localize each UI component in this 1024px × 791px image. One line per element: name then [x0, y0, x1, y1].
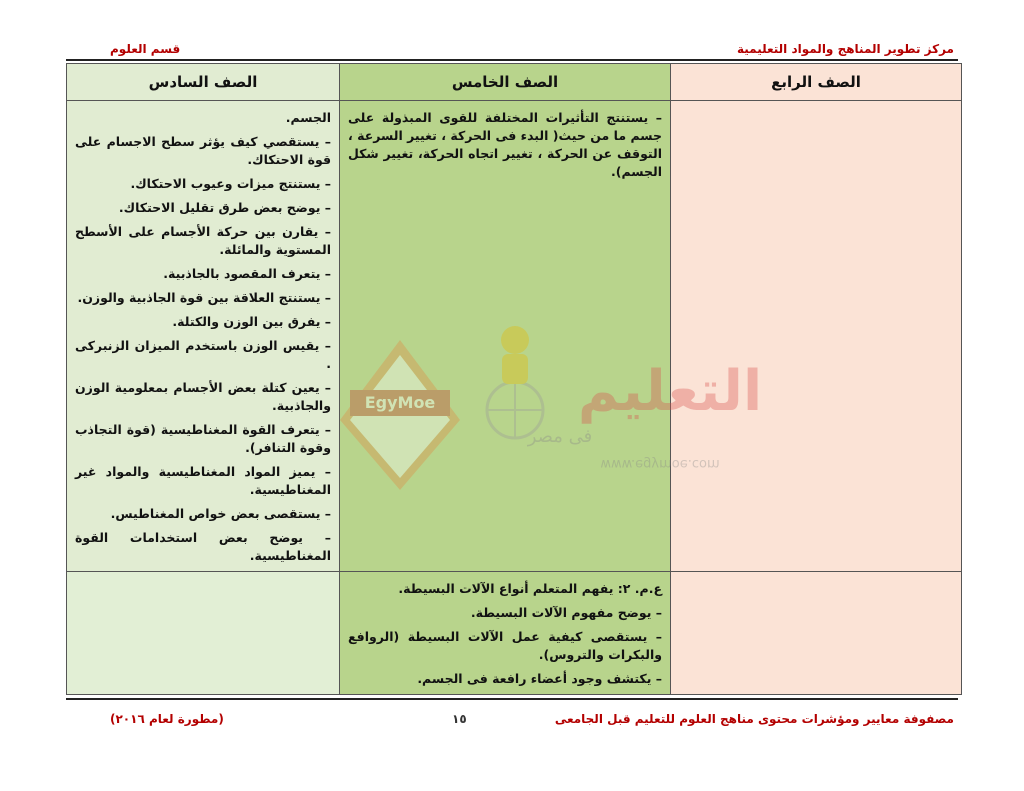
list-item: – يستقصى بعض خواص المغناطيس.	[110, 506, 331, 521]
list-item: – يستنتج العلاقة بين قوة الجاذبية والوزن.	[77, 290, 331, 305]
grade6-row1-list	[67, 101, 339, 565]
cell-grade4-row1	[671, 101, 962, 572]
watermark-url: www.egymoe.com	[600, 456, 720, 471]
list-item: – يوضح مفهوم الآلات البسيطة.	[470, 605, 662, 620]
watermark-brand: EgyMoe	[364, 393, 436, 412]
cell-grade5-row1	[340, 101, 671, 572]
list-item: – يستنتج ميزات وعيوب الاحتكاك.	[130, 176, 331, 191]
table-header-row	[67, 64, 962, 101]
cell-grade5-row2	[340, 572, 671, 695]
cell-grade4-row2	[671, 572, 962, 695]
column-header-grade6: الصف السادس	[67, 64, 340, 101]
list-item: – يتعرف المقصود بالجاذبية.	[163, 266, 331, 281]
list-item: – يوضح بعض استخدامات القوة المغناطيسية.	[75, 530, 331, 563]
list-item: – يقيس الوزن باستخدم الميزان الزنبركى .	[75, 338, 331, 371]
list-item: ع.م. ٢: يفهم المتعلم أنواع الآلات البسيطة.	[398, 581, 662, 596]
bottom-rule	[66, 698, 958, 700]
footer-title: مصفوفة معايير ومؤشرات محتوى مناهج العلوم للتعليم قبل الجامعى	[554, 712, 954, 726]
list-item: – يستقصي كيف يؤثر سطح الاجسام على قوة الاحتكاك.	[75, 134, 331, 167]
table-row	[67, 572, 962, 695]
list-item: – يكتشف وجود أعضاء رافعة فى الجسم.	[417, 671, 662, 686]
cell-grade6-row2	[67, 572, 340, 695]
list-item: – يوضح بعض طرق تقليل الاحتكاك.	[118, 200, 331, 215]
standards-table	[66, 63, 962, 695]
list-item: – يفرق بين الوزن والكتلة.	[172, 314, 331, 329]
cell-grade6-row1	[67, 101, 340, 572]
list-item: – يتعرف القوة المغناطيسية (قوة التجاذب وقوة التنافر).	[75, 422, 331, 455]
list-item: – يعين كتلة بعض الأجسام بمعلومية الوزن والجاذبية.	[75, 380, 331, 413]
department-name: قسم العلوم	[110, 42, 181, 56]
column-header-grade5: الصف الخامس	[340, 64, 671, 101]
watermark-sub-text: فى مصر	[527, 426, 593, 447]
column-header-grade4: الصف الرابع	[671, 64, 962, 101]
center-name: مركز تطوير المناهج والمواد التعليمية	[736, 42, 954, 56]
top-rule	[66, 59, 958, 61]
watermark-main-text: التعليم	[577, 359, 763, 424]
list-item: الجسم.	[285, 110, 331, 125]
list-item: – يستنتج التأثيرات المختلفة للقوى المبذولة على جسم ما من حيث( البدء فى الحركة ، تغيير السرعة ، التوقف عن الحركة ، تغيير اتجاه الحركة، تغيير شكل الجسم).	[348, 110, 662, 179]
list-item: – يستقصى كيفية عمل الآلات البسيطة (الروافع والبكرات والتروس).	[348, 629, 662, 662]
page-number: ١٥	[452, 712, 467, 726]
grade5-row1-list	[340, 101, 670, 181]
list-item: – يميز المواد المغناطيسية والمواد غير المغناطيسية.	[75, 464, 331, 497]
edition-label: (مطورة لعام ٢٠١٦)	[110, 712, 224, 726]
table-row	[67, 101, 962, 572]
grade5-row2-list	[340, 572, 670, 688]
list-item: – يقارن بين حركة الأجسام على الأسطح المستوية والمائلة.	[75, 224, 331, 257]
